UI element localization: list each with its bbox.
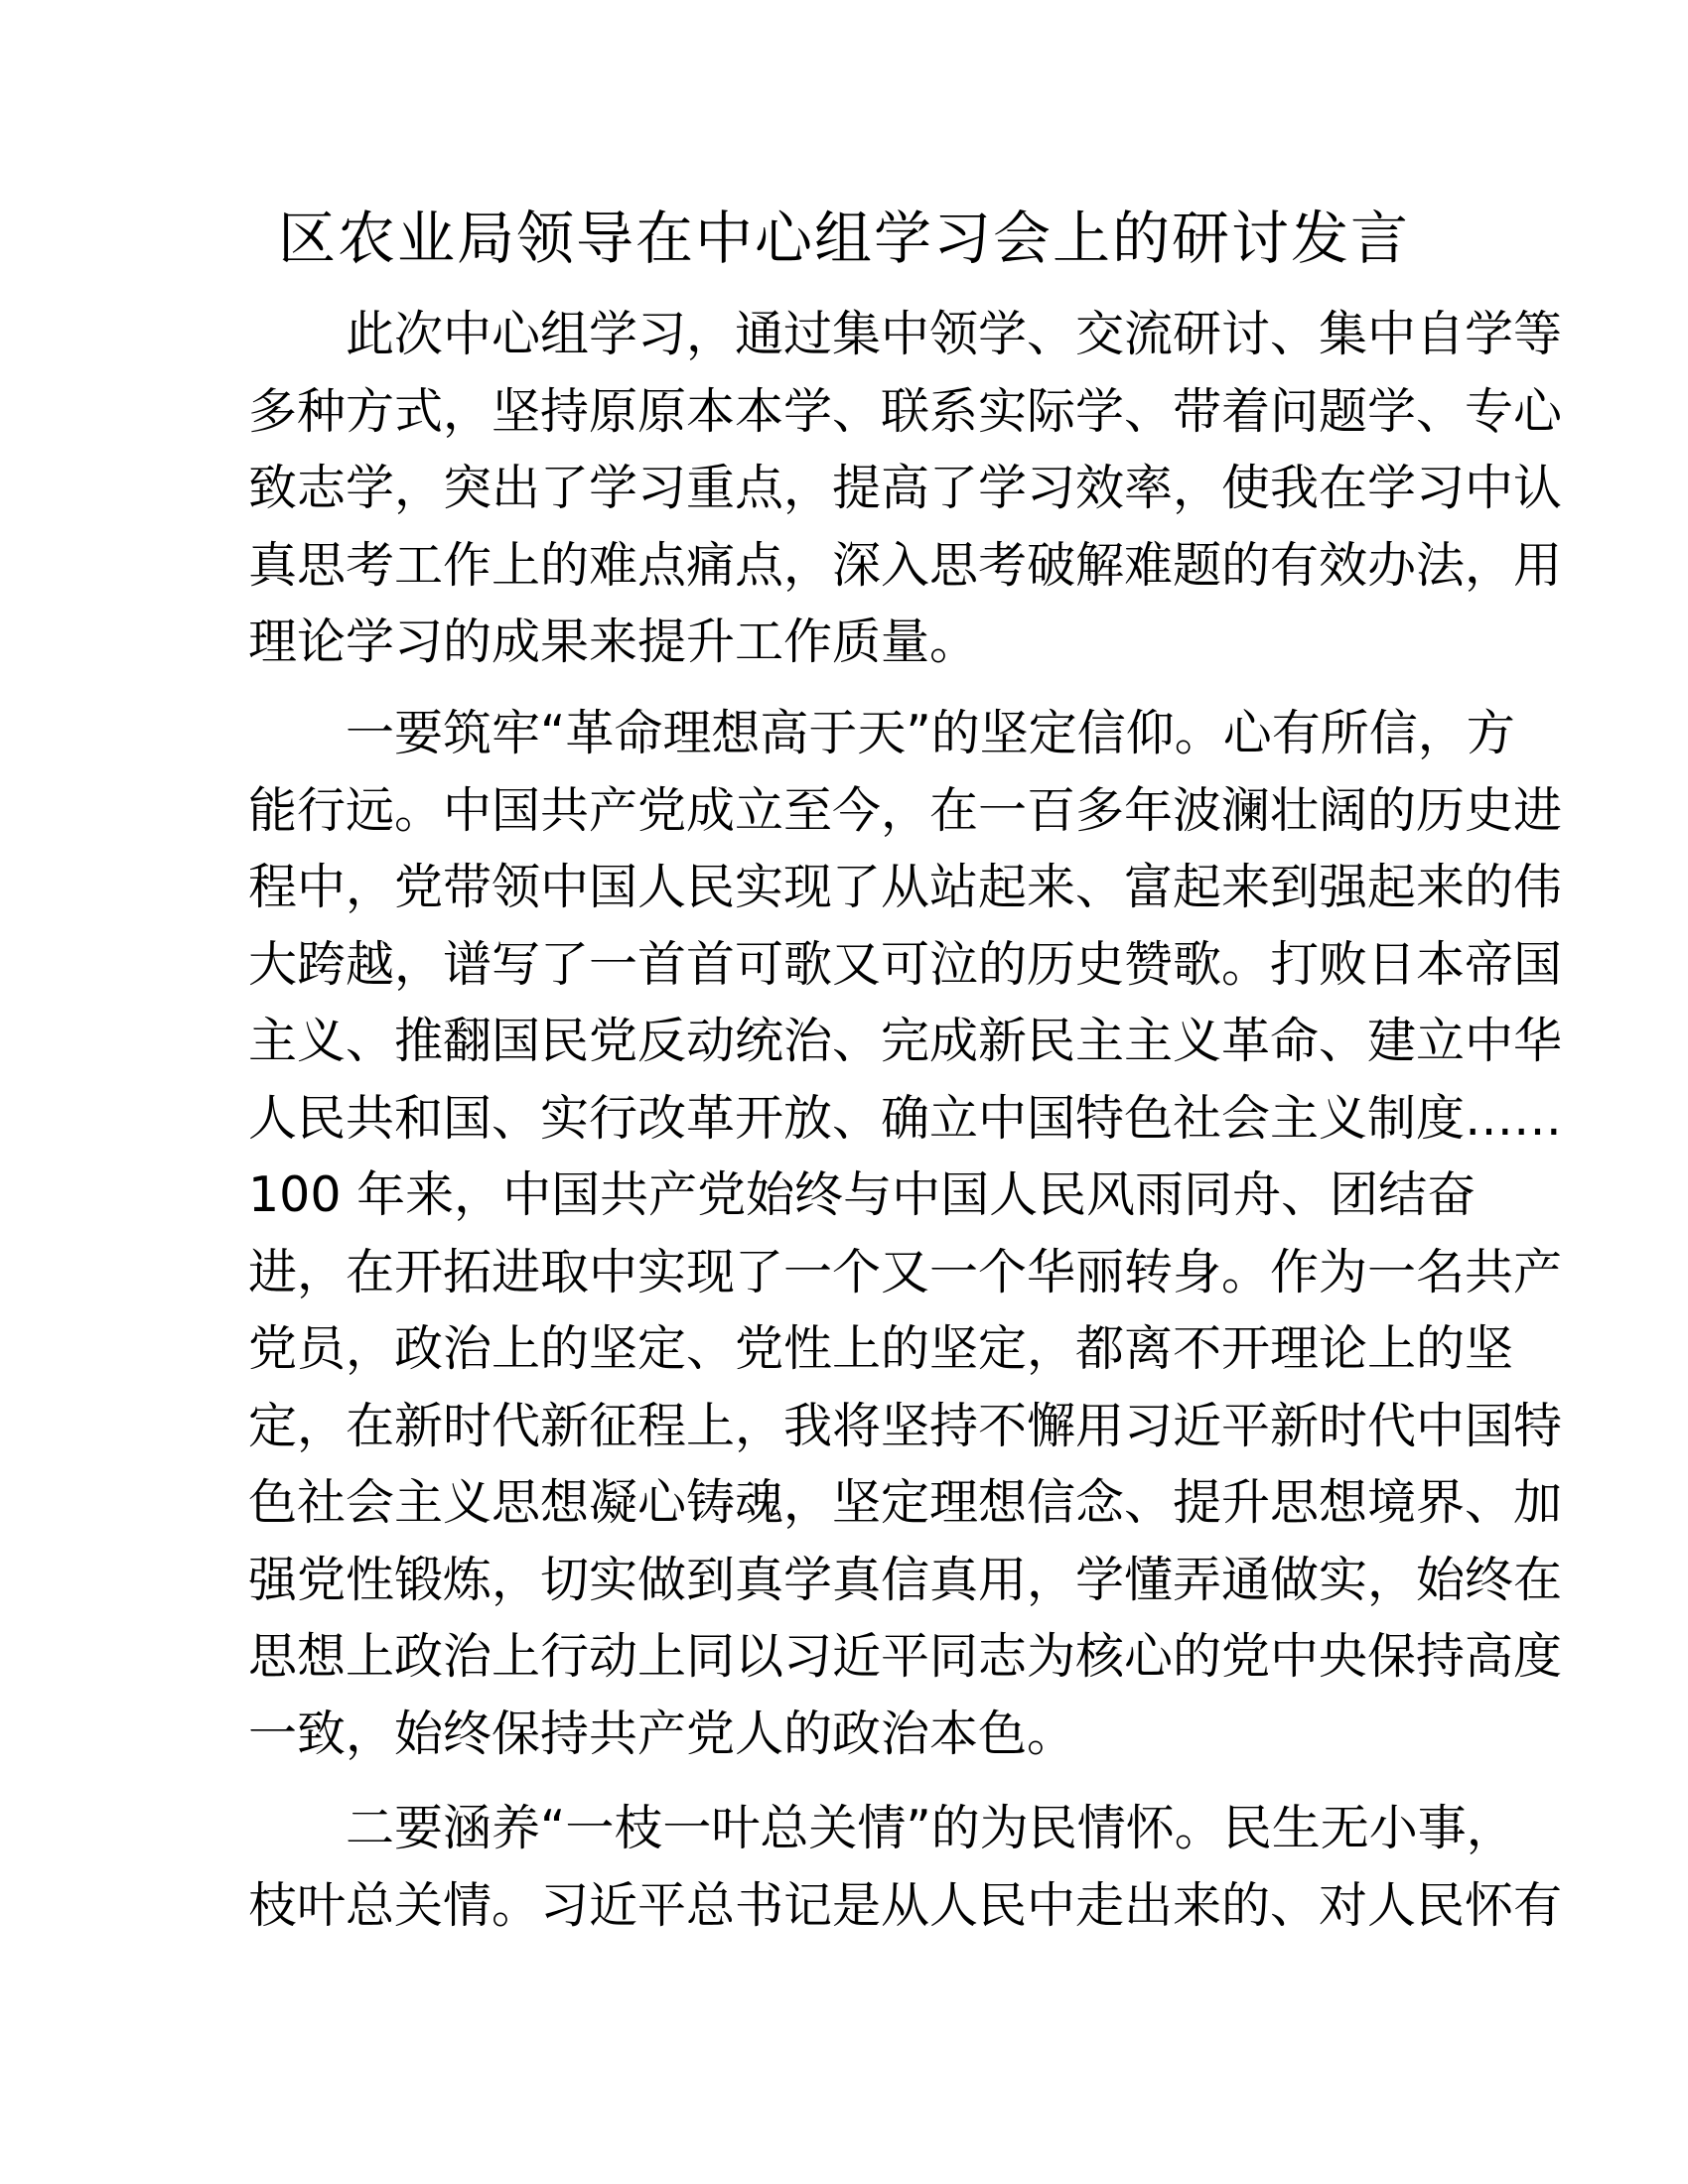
text-line: 大跨越，谱写了一首首可歌又可泣的历史赞歌。打败日本帝国 xyxy=(248,935,1563,993)
document-title: 区农业局领导在中心组学习会上的研讨发言 xyxy=(277,205,1410,272)
text-line: 色社会主义思想凝心铸魂，坚定理想信念、提升思想境界、加 xyxy=(248,1474,1563,1531)
text-line: 思想上政治上行动上同以习近平同志为核心的党中央保持高度 xyxy=(248,1628,1563,1685)
text-line: 程中，党带领中国人民实现了从站起来、富起来到强起来的伟 xyxy=(248,859,1563,915)
text-line: 此次中心组学习，通过集中领学、交流研讨、集中自学等 xyxy=(346,306,1563,362)
text-line: 能行远。中国共产党成立至今，在一百多年波澜壮阔的历史进 xyxy=(248,781,1563,839)
text-line: 真思考工作上的难点痛点，深入思考破解难题的有效办法，用 xyxy=(248,536,1563,594)
text-line: 党员，政治上的坚定、党性上的坚定，都离不开理论上的坚 xyxy=(248,1320,1514,1377)
text-line: 二要涵养“一枝一叶总关情”的为民情怀。民生无小事， xyxy=(346,1800,1515,1856)
text-line: 理论学习的成果来提升工作质量。 xyxy=(248,614,979,670)
text-line: 定，在新时代新征程上，我将坚持不懈用习近平新时代中国特 xyxy=(248,1397,1563,1454)
text-line: 一要筑牢“革命理想高于天”的坚定信仰。心有所信，方 xyxy=(346,705,1515,761)
paragraph-point-two xyxy=(248,1790,1563,1944)
text-line: 人民共和国、实行改革开放、确立中国特色社会主义制度…… xyxy=(248,1089,1563,1147)
text-line: 致志学，突出了学习重点，提高了学习效率，使我在学习中认 xyxy=(248,460,1563,516)
text-line: 主义、推翻国民党反动统治、完成新民主主义革命、建立中华 xyxy=(248,1013,1563,1069)
text-line: 强党性锻炼，切实做到真学真信真用，学懂弄通做实，始终在 xyxy=(248,1551,1563,1608)
text-line: 100 年来，中国共产党始终与中国人民风雨同舟、团结奋 xyxy=(248,1166,1477,1223)
text-line: 进，在开拓进取中实现了一个又一个华丽转身。作为一名共产 xyxy=(248,1243,1563,1300)
paragraph-intro xyxy=(248,296,1563,681)
text-line: 多种方式，坚持原原本本学、联系实际学、带着问题学、专心 xyxy=(248,382,1563,440)
text-line: 枝叶总关情。习近平总书记是从人民中走出来的、对人民怀有 xyxy=(248,1876,1563,1934)
paragraph-point-one xyxy=(248,695,1563,1772)
text-line: 一致，始终保持共产党人的政治本色。 xyxy=(248,1705,1076,1762)
